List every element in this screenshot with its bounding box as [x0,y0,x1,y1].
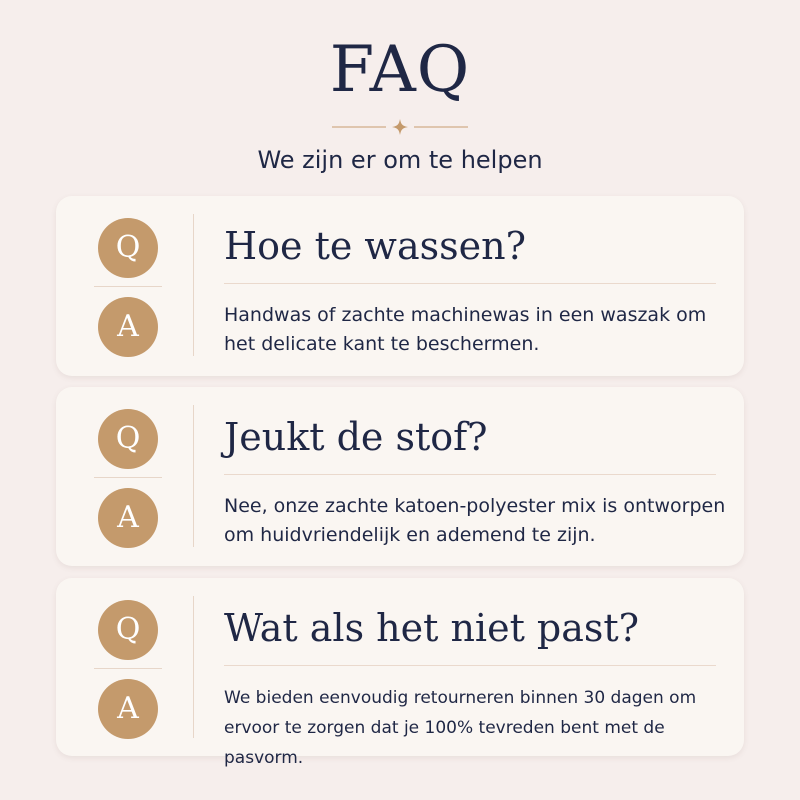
badge-separator [94,477,162,478]
faq-question: Wat als het niet past? [224,606,640,650]
question-separator [224,474,716,475]
answer-badge: A [98,488,158,548]
vertical-divider [193,596,194,738]
page-subtitle: We zijn er om te helpen [257,146,543,174]
sparkle-icon [392,119,408,135]
question-separator [224,665,716,666]
answer-badge: A [98,679,158,739]
faq-answer: We bieden eenvoudig retourneren binnen 30 dagen om ervoor te zorgen dat je 100% tevreden bent met de pasvorm. [224,688,697,768]
badge-separator [94,668,162,669]
faq-card [56,578,744,768]
question-badge: Q [98,409,158,469]
vertical-divider [193,405,194,547]
question-separator [224,283,716,284]
badge-separator [94,286,162,287]
faq-question: Hoe te wassen? [224,224,526,268]
vertical-divider [193,214,194,356]
faq-card [56,387,744,566]
page-title: FAQ [329,33,471,107]
faq-answer: Nee, onze zachte katoen-polyester mix is ontworpen om huidvriendelijk en ademend te zijn. [224,495,726,546]
question-badge: Q [98,600,158,660]
ornament-divider [332,118,468,136]
faq-card [56,196,744,376]
question-badge: Q [98,218,158,278]
answer-badge: A [98,297,158,357]
faq-answer: Handwas of zachte machinewas in een waszak om het delicate kant te beschermen. [224,304,707,355]
faq-question: Jeukt de stof? [224,415,488,459]
